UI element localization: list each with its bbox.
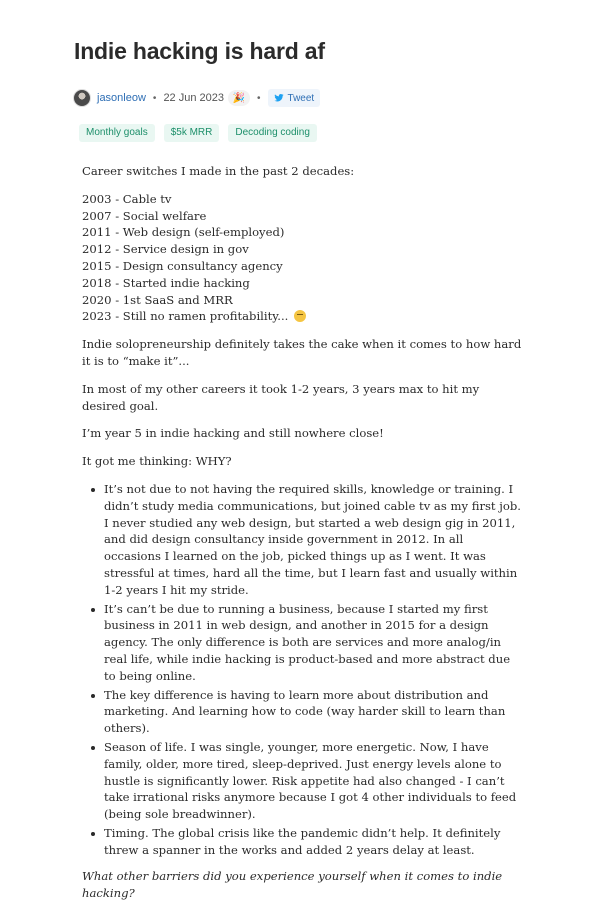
intro-paragraph: Career switches I made in the past 2 decades:	[82, 164, 355, 178]
timeline-item: 2018 - Started indie hacking	[82, 275, 250, 290]
list-item: Season of life. I was single, younger, more energetic. Now, I have family, older, more tired, sleep-deprived. Just energy levels alone to hustle is significantly lower. Risk appetite had also changed - I can’t take irrational risks anymore because I got 4 other individuals to feed (being sole breadwinner).	[82, 739, 522, 823]
post-title: Indie hacking is hard af	[74, 38, 325, 64]
tag-monthly-goals[interactable]: Monthly goals	[79, 124, 155, 142]
list-item: It’s can’t be due to running a business, because I started my first business in 2011 in web design, and another in 2015 for a design agency. The only difference is both are services and more analog/in real life, while indie hacking is product-based and more abstract due to being online.	[82, 601, 522, 685]
paragraph: I’m year 5 in indie hacking and still nowhere close!	[82, 426, 384, 441]
timeline-item: 2015 - Design consultancy agency	[82, 258, 283, 273]
separator-dot: •	[152, 92, 157, 104]
author-avatar[interactable]	[73, 89, 91, 107]
smiley-emoji-icon	[294, 310, 306, 322]
party-emoji-icon[interactable]: 🎉	[228, 90, 250, 106]
timeline-item: 2011 - Web design (self-employed)	[82, 225, 285, 240]
timeline-item-last	[82, 308, 522, 325]
closing-question: What other barriers did you experience yourself when it comes to indie hacking?	[82, 869, 503, 901]
list-item: It’s not due to not having the required skills, knowledge or training. I didn’t study media communications, but joined cable tv as my first job. I never studied any web design, but started a web design gig in 2011, and did design consultancy inside government in 2012. In all occasions I learned on the job, picked things up as I went. It was stressful at times, hard all the time, but I learn fast and usually within 1-2 years I hit my stride.	[82, 481, 522, 599]
list-item: The key difference is having to learn more about distribution and marketing. And learning how to code (way harder skill to learn than others).	[82, 687, 522, 737]
tag-decoding-coding[interactable]: Decoding coding	[228, 124, 317, 142]
timeline-item: 2020 - 1st SaaS and MRR	[82, 292, 233, 307]
tag-list	[79, 124, 317, 142]
twitter-bird-icon	[274, 93, 284, 103]
timeline-item: 2007 - Social welfare	[82, 208, 207, 223]
author-link[interactable]: jasonleow	[97, 92, 146, 104]
paragraph: It got me thinking: WHY?	[82, 454, 232, 469]
tweet-button[interactable]	[268, 89, 321, 107]
paragraph: Indie solopreneurship definitely takes the cake when it comes to how hard it is to “make it”...	[82, 337, 522, 368]
paragraph: In most of my other careers it took 1-2 years, 3 years max to hit my desired goal.	[82, 381, 480, 413]
tweet-label: Tweet	[287, 92, 315, 104]
timeline-item-text: 2023 - Still no ramen profitability...	[82, 309, 289, 324]
post-meta	[73, 88, 320, 108]
timeline-item: 2012 - Service design in gov	[82, 242, 249, 257]
career-timeline	[82, 191, 522, 325]
barrier-list	[82, 481, 522, 859]
tag-5k-mrr[interactable]: $5k MRR	[164, 124, 220, 142]
list-item: Timing. The global crisis like the pandemic didn’t help. It definitely threw a spanner in the works and added 2 years delay at least.	[82, 825, 522, 859]
post-date: 22 Jun 2023	[163, 92, 224, 104]
post-body	[82, 163, 522, 913]
separator-dot: •	[257, 92, 261, 104]
timeline-item: 2003 - Cable tv	[82, 191, 172, 206]
